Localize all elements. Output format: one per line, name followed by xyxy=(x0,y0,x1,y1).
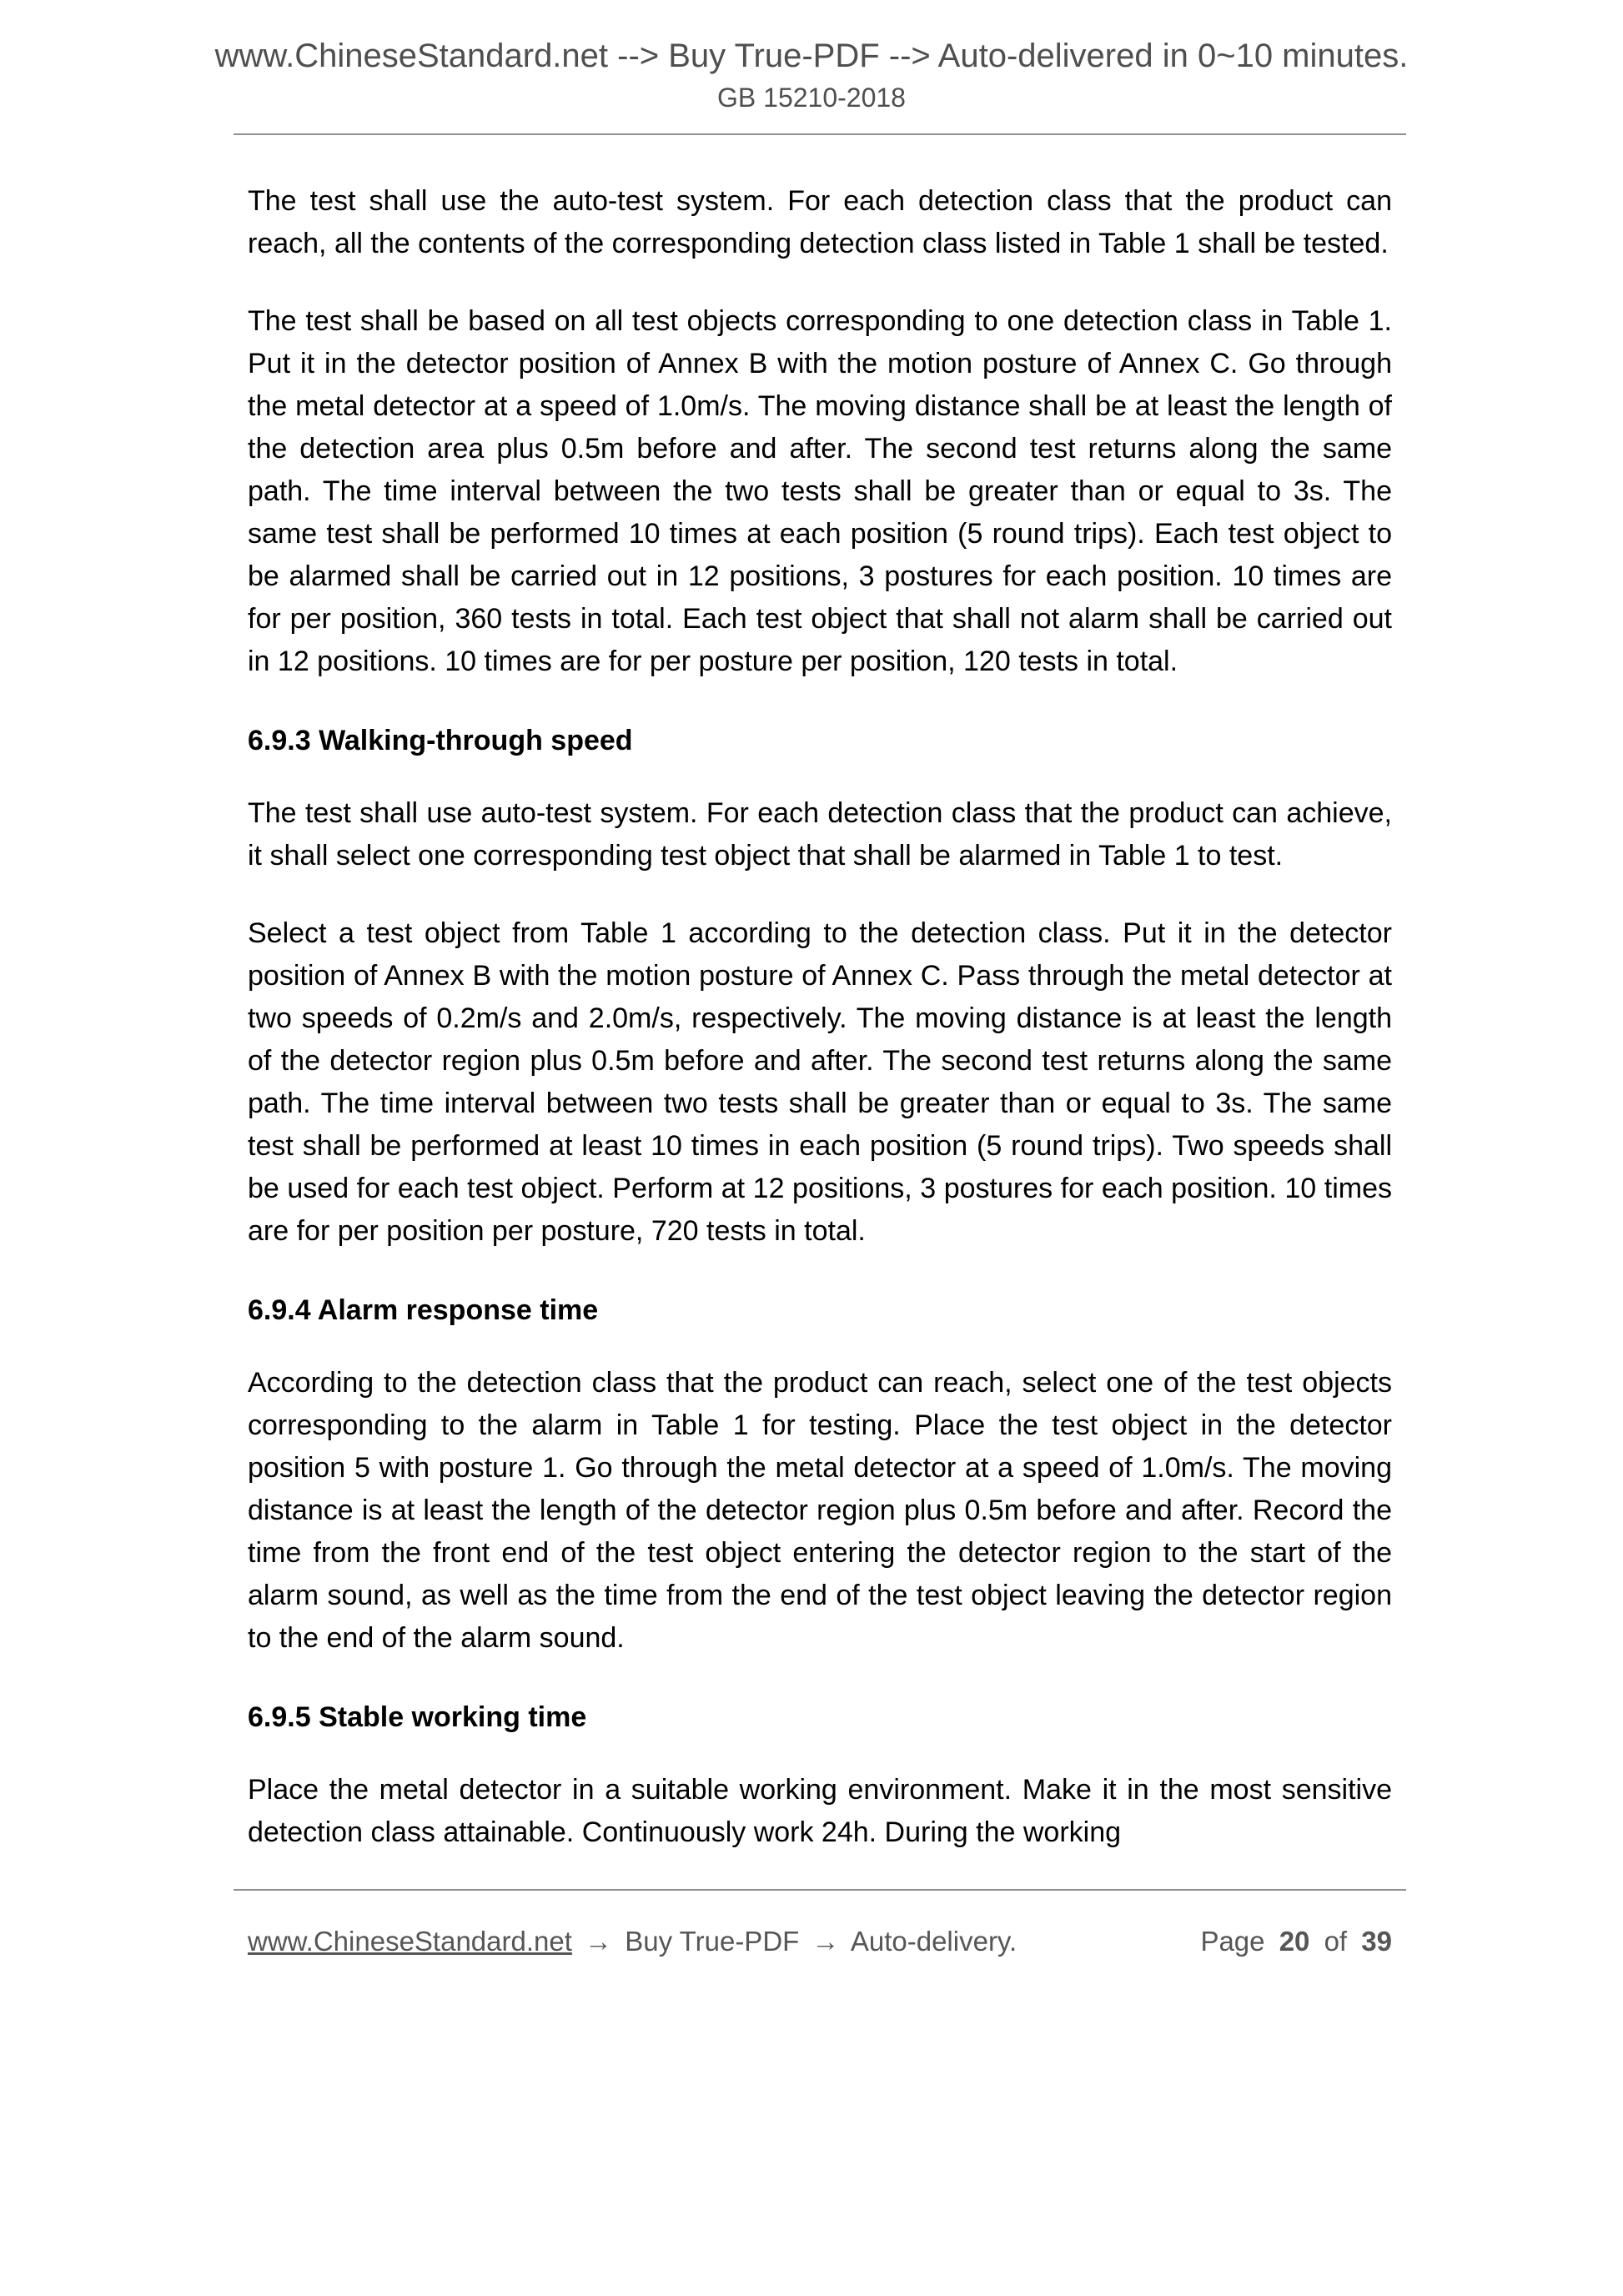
header-banner-text: www.ChineseStandard.net --> Buy True-PDF --> Auto-delivered in 0~10 minutes. xyxy=(214,38,1409,74)
total-page-number: 39 xyxy=(1361,1926,1392,1957)
page-footer xyxy=(248,1924,1392,1959)
section-heading-6-9-3: 6.9.3 Walking-through speed xyxy=(248,725,633,756)
header-divider xyxy=(234,133,1406,135)
of-label: of xyxy=(1324,1926,1348,1957)
footer-buy-label: Buy True-PDF xyxy=(625,1926,800,1957)
page-label: Page xyxy=(1200,1926,1265,1957)
paragraph-stable-working-intro: Place the metal detector in a suitable working environment. Make it in the most sensitive detection class attainable. Continuously work 24h. During the working xyxy=(248,1774,1392,1848)
section-heading-6-9-4: 6.9.4 Alarm response time xyxy=(248,1294,599,1326)
footer-divider xyxy=(234,1889,1406,1891)
footer-delivery-label: Auto-delivery. xyxy=(850,1926,1018,1957)
standard-number: GB 15210-2018 xyxy=(717,83,906,113)
paragraph-walking-speed-intro: The test shall use auto-test system. For each detection class that the product can achieve, it shall select one corresponding test object that shall be alarmed in Table 1 to test. xyxy=(248,797,1392,872)
paragraph-walking-speed-procedure: Select a test object from Table 1 according to the detection class. Put it in the detector position of Annex B with the motion posture of Annex C. Pass through the metal detector at two speeds of 0.2m/s and 2.0m/s, respectively. The moving distance is at least the length of the detector region plus 0.5m before and after. The second test returns along the same path. The time interval between two tests shall be greater than or equal to 3s. The same test shall be performed at least 10 times in each position (5 round trips). Two speeds shall be used for each test object. Perform at 12 positions, 3 postures for each position. 10 times are for per position per posture, 720 tests in total. xyxy=(248,917,1392,1247)
current-page-number: 20 xyxy=(1279,1926,1310,1957)
paragraph-auto-test-system: The test shall use the auto-test system. For each detection class that the product can reach, all the contents of the corresponding detection class listed in Table 1 shall be tested. xyxy=(248,185,1392,259)
footer-site-link[interactable]: www.ChineseStandard.net xyxy=(248,1926,572,1957)
page-header xyxy=(0,37,1623,113)
right-arrow-icon: → xyxy=(585,1926,613,1957)
footer-tagline xyxy=(248,1924,1022,1959)
page-number-indicator xyxy=(1193,1924,1392,1959)
right-arrow-icon: → xyxy=(812,1926,840,1957)
paragraph-alarm-response-procedure: According to the detection class that the product can reach, select one of the test objects corresponding to the alarm in Table 1 for testing. Place the test object in the detector position 5 with posture 1. Go through the metal detector at a speed of 1.0m/s. The moving distance is at least the length of the detector region plus 0.5m before and after. Record the time from the front end of the test object entering the detector region to the start of the alarm sound, as well as the time from the end of the test object leaving the detector region to the end of the alarm sound. xyxy=(248,1367,1392,1654)
document-body xyxy=(248,180,1392,1854)
paragraph-detection-class-procedure: The test shall be based on all test objects corresponding to one detection class in Table 1. Put it in the detector position of Annex B with the motion posture of Annex C. Go through the metal detector at a speed of 1.0m/s. The moving distance shall be at least the length of the detection area plus 0.5m before and after. The second test returns along the same path. The time interval between the two tests shall be greater than or equal to 3s. The same test shall be performed 10 times at each position (5 round trips). Each test object to be alarmed shall be carried out in 12 positions, 3 postures for each position. 10 times are for per position, 360 tests in total. Each test object that shall not alarm shall be carried out in 12 positions. 10 times are for per posture per position, 120 tests in total. xyxy=(248,305,1392,677)
section-heading-6-9-5: 6.9.5 Stable working time xyxy=(248,1701,587,1733)
